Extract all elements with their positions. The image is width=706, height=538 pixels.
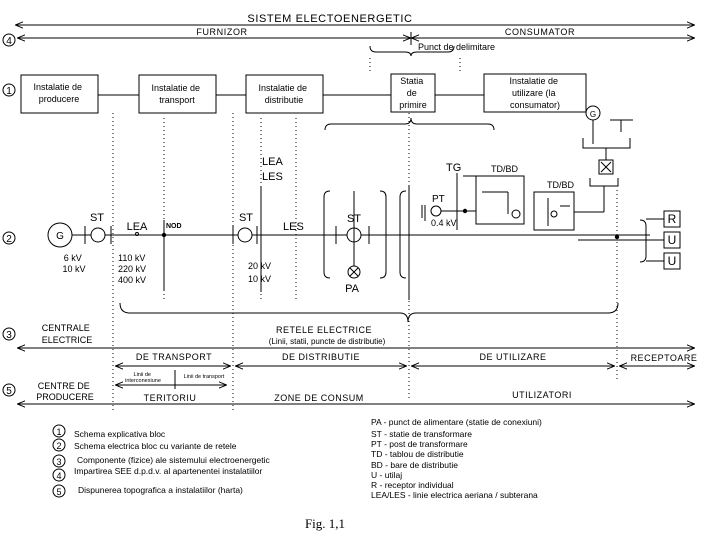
dotted-guides [113, 113, 617, 412]
zone-consum-label: ZONE DE CONSUM [274, 393, 364, 403]
block-distributie [246, 75, 323, 113]
de-distributie-label: DE DISTRIBUTIE [281, 352, 361, 362]
lea-voltages: 110 kV 220 kV 400 kV [118, 253, 147, 285]
block-transport [139, 75, 216, 113]
consumer-bracket [640, 220, 646, 262]
st3-label: ST [346, 213, 362, 225]
figure-caption: Fig. 1,1 [304, 516, 346, 531]
dist-voltages: 20 kV 10 kV [248, 261, 272, 284]
leales-label: LEA LES [262, 156, 283, 183]
tg-label: TG [446, 162, 462, 174]
receiver-u2-label: U [667, 254, 677, 268]
nod-dot [162, 233, 166, 237]
receptoare-label: RECEPTOARE [630, 353, 698, 363]
legend-pt: PT - post de transformare [371, 439, 468, 449]
tdbd2-label: TD/BD [547, 180, 574, 190]
block-statia-primire-label: Statia de primire [399, 76, 427, 110]
upper-bracket [583, 138, 630, 148]
block-utilizare-label: Instalatie de utilizare (la consumator) [509, 76, 561, 110]
legend-lea-les: LEA/LES - linie electrica aeriana / subterana [371, 490, 538, 500]
legend-text-3: Componente (fizice) ale sistemului electroenergetic [77, 455, 270, 465]
legend-bd: BD - bare de distributie [371, 460, 458, 470]
legend-text-5: Dispunerea topografica a instalatiilor (harta) [78, 485, 243, 495]
legend-u: U - utilaj [371, 470, 403, 480]
legend-pa: PA - punct de alimentare (statie de conexiuni) [371, 417, 542, 427]
row-number-4: 4 [6, 36, 12, 47]
legend-num-5: 5 [56, 487, 62, 497]
consumer-node [615, 235, 619, 239]
upper-bracket-2 [590, 178, 618, 186]
row-number-3: 3 [6, 330, 12, 341]
de-utilizare-label: DE UTILIZARE [479, 352, 547, 362]
row-number-2: 2 [6, 234, 12, 245]
legend-r: R - receptor individual [371, 480, 454, 490]
legend-num-1: 1 [56, 427, 62, 437]
legend-st: ST - statie de transformare [371, 429, 472, 439]
consumator-label: CONSUMATOR [504, 27, 576, 37]
lea-sectionalizer [136, 233, 139, 236]
legend-num-3: 3 [56, 457, 62, 467]
tdbd1-node [512, 210, 520, 218]
legend-left [53, 425, 271, 497]
block-distributie-label: Instalatie de distributie [258, 83, 308, 105]
block-producere-label: Instalatie de producere [33, 82, 83, 104]
st2-transformer-symbol [238, 228, 252, 242]
generator-label: G [56, 231, 64, 242]
generator-voltages: 6 kV 10 kV [62, 253, 86, 274]
retele-sub-label: (Linii, statii, puncte de distributie) [268, 337, 386, 346]
furnizor-label: FURNIZOR [196, 27, 248, 37]
delimitation-label: Punct de delimitare [418, 42, 496, 52]
de-transport-label: DE TRANSPORT [135, 352, 213, 362]
legend-text-4: Impartirea SEE d.p.d.v. al apartenentei instalatiilor [74, 466, 263, 476]
legend-text-1: Schema explicativa bloc [74, 429, 166, 439]
teritoriu-label: TERITORIU [143, 393, 197, 403]
les-label: LES [283, 221, 304, 233]
st1-transformer-symbol [91, 228, 105, 242]
receiver-r-label: R [667, 212, 677, 226]
legend-right [371, 417, 542, 500]
legend-td: TD - tablou de distributie [371, 449, 464, 459]
interconexiune-label: Linii de interconexiune [125, 372, 161, 384]
utilizatori-label: UTILIZATORI [512, 390, 572, 400]
pt-voltage: 0.4 kV [431, 218, 457, 228]
pt-transformer-symbol [431, 206, 441, 216]
st2-label: ST [238, 212, 254, 224]
row-number-5: 5 [6, 386, 12, 397]
diagram-title: SISTEM ELECTOENERGETIC [247, 13, 413, 25]
block-transport-label: Instalatie de transport [151, 83, 201, 105]
retele-label: RETELE ELECTRICE [275, 325, 373, 335]
linii-transport-label: Linii de transport [183, 374, 225, 380]
generator-2-label: G [589, 110, 597, 119]
centrale-label: CENTRALE ELECTRICE [41, 323, 93, 345]
legend-text-2: Schema electrica bloc cu variante de retele [74, 441, 237, 451]
row-number-1: 1 [6, 86, 12, 97]
tdbd1-label: TD/BD [491, 164, 518, 174]
legend-num-2: 2 [56, 441, 62, 451]
networks-brace [120, 303, 618, 322]
receiver-u1-label: U [667, 233, 677, 247]
centre-producere-label: CENTRE DE PRODUCERE [36, 381, 94, 402]
lea-label: LEA [126, 221, 148, 233]
pt-label: PT [432, 194, 445, 205]
st1-label: ST [89, 212, 105, 224]
legend-num-4: 4 [56, 471, 62, 481]
station-brace [325, 118, 494, 130]
pa-label: PA [345, 283, 359, 295]
nod-label: NOD [166, 223, 182, 230]
